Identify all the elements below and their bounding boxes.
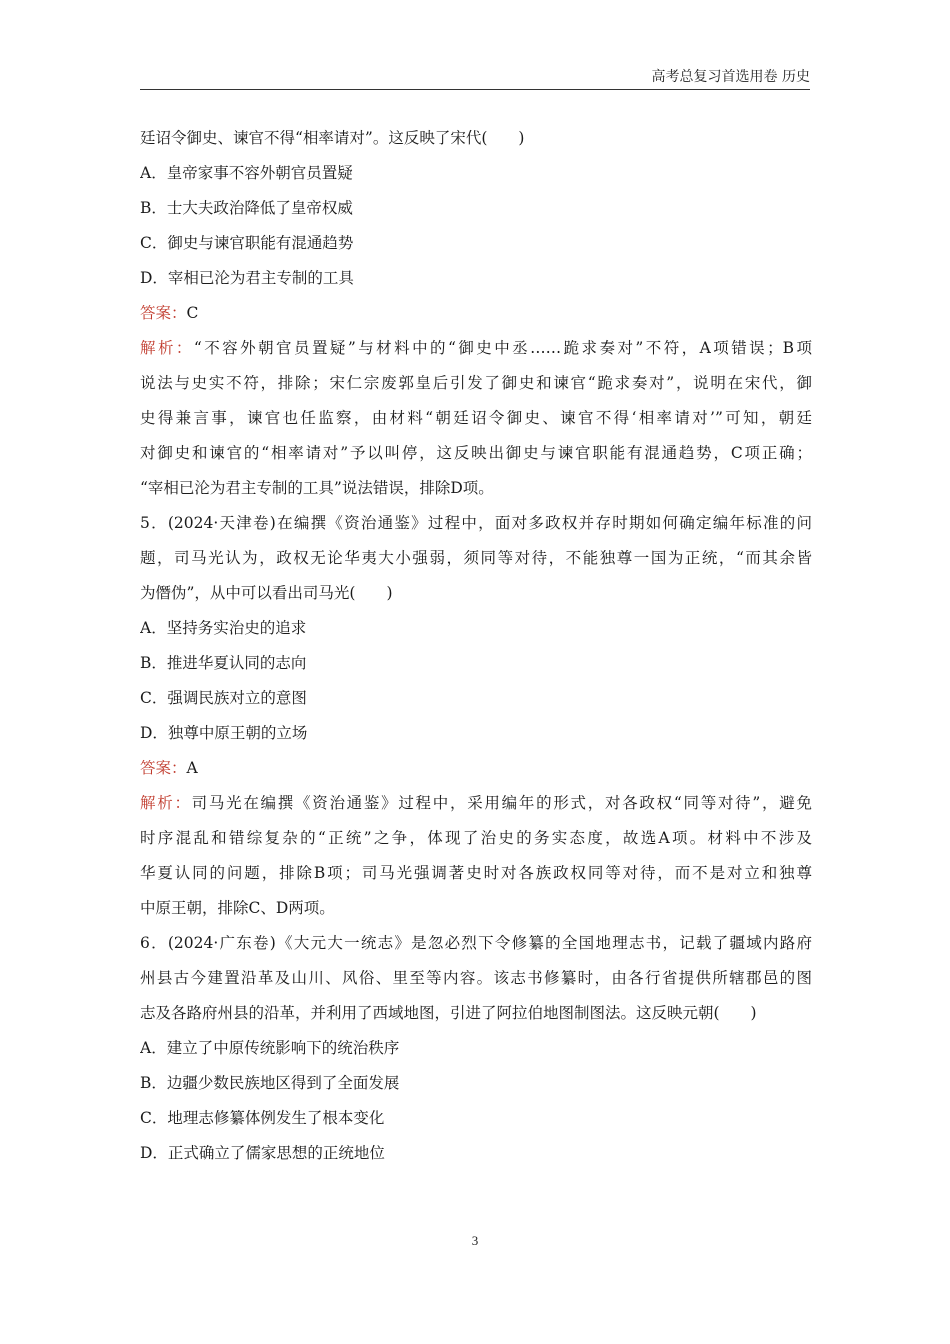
q5-stem-line-2: 题，司马光认为，政权无论华夷大小强弱，须同等对待，不能独尊一国为正统，“而其余皆 xyxy=(140,549,812,567)
q5-analysis-line-4: 中原王朝，排除C、D两项。 xyxy=(140,899,335,917)
answer-value: A xyxy=(186,759,198,777)
q4-analysis-line-3: 史得兼言事，谏官也任监察，由材料“朝廷诏令御史、谏官不得‘相率请对’”可知，朝廷 xyxy=(140,409,812,427)
analysis-label: 解析： xyxy=(140,794,192,812)
q5-option-d: D．独尊中原王朝的立场 xyxy=(140,724,308,742)
q4-answer xyxy=(140,296,812,331)
q5-answer xyxy=(140,751,812,786)
q6-option-c: C．地理志修纂体例发生了根本变化 xyxy=(140,1109,385,1127)
q5-option-a: A．坚持务实治史的追求 xyxy=(140,619,307,637)
q4-analysis-line-5: “宰相已沦为君主专制的工具”说法错误，排除D项。 xyxy=(140,479,494,497)
q6-stem-line-3: 志及各路府州县的沿革，并利用了西域地图，引进了阿拉伯地图制图法。这反映元朝( ) xyxy=(140,1004,757,1022)
q6-option-b: B．边疆少数民族地区得到了全面发展 xyxy=(140,1074,400,1092)
q5-stem-line-1: 5．(2024·天津卷)在编撰《资治通鉴》过程中，面对多政权并存时期如何确定编年标准的问 xyxy=(140,514,812,532)
q5-analysis-line-2: 时序混乱和错综复杂的“正统”之争，体现了治史的务实态度，故选A项。材料中不涉及 xyxy=(140,829,812,847)
q5-option-b: B．推进华夏认同的志向 xyxy=(140,654,307,672)
q5-option-c: C．强调民族对立的意图 xyxy=(140,689,307,707)
q4-option-a: A．皇帝家事不容外朝官员置疑 xyxy=(140,164,353,182)
q4-analysis-line-1: 解析：“不容外朝官员置疑”与材料中的“御史中丞……跪求奏对”不符，A项错误；B项 xyxy=(140,339,812,357)
q6-stem-line-1: 6．(2024·广东卷)《大元大一统志》是忽必烈下令修纂的全国地理志书，记载了疆域内路府 xyxy=(140,934,812,952)
q6-option-d: D．正式确立了儒家思想的正统地位 xyxy=(140,1144,385,1162)
page-number: 3 xyxy=(471,1233,479,1248)
q4-analysis-line-2: 说法与史实不符，排除；宋仁宗废郭皇后引发了御史和谏官“跪求奏对”，说明在宋代，御 xyxy=(140,374,812,392)
answer-label: 答案： xyxy=(140,304,187,322)
answer-value: C xyxy=(186,304,199,322)
header-rule xyxy=(140,89,810,90)
q4-stem-tail: 廷诏令御史、谏官不得“相率请对”。这反映了宋代( ) xyxy=(140,129,525,147)
q5-analysis-line-3: 华夏认同的问题，排除B项；司马光强调著史时对各族政权同等对待，而不是对立和独尊 xyxy=(140,864,812,882)
q4-option-c: C．御史与谏官职能有混通趋势 xyxy=(140,234,354,252)
q4-option-d: D．宰相已沦为君主专制的工具 xyxy=(140,269,354,287)
q5-stem-line-3: 为僭伪”，从中可以看出司马光( ) xyxy=(140,584,393,602)
answer-label: 答案： xyxy=(140,759,187,777)
running-header: 高考总复习首选用卷 历史 xyxy=(651,69,810,85)
q6-option-a: A．建立了中原传统影响下的统治秩序 xyxy=(140,1039,400,1057)
q5-analysis-line-1: 解析：司马光在编撰《资治通鉴》过程中，采用编年的形式，对各政权“同等对待”，避免 xyxy=(140,794,812,812)
q4-option-b: B．士大夫政治降低了皇帝权威 xyxy=(140,199,353,217)
q4-analysis-line-4: 对御史和谏官的“相率请对”予以叫停，这反映出御史与谏官职能有混通趋势，C项正确； xyxy=(140,444,812,462)
analysis-label: 解析： xyxy=(140,339,194,357)
q6-stem-line-2: 州县古今建置沿革及山川、风俗、里至等内容。该志书修纂时，由各行省提供所辖郡邑的图 xyxy=(140,969,812,987)
page-content xyxy=(140,121,812,1171)
